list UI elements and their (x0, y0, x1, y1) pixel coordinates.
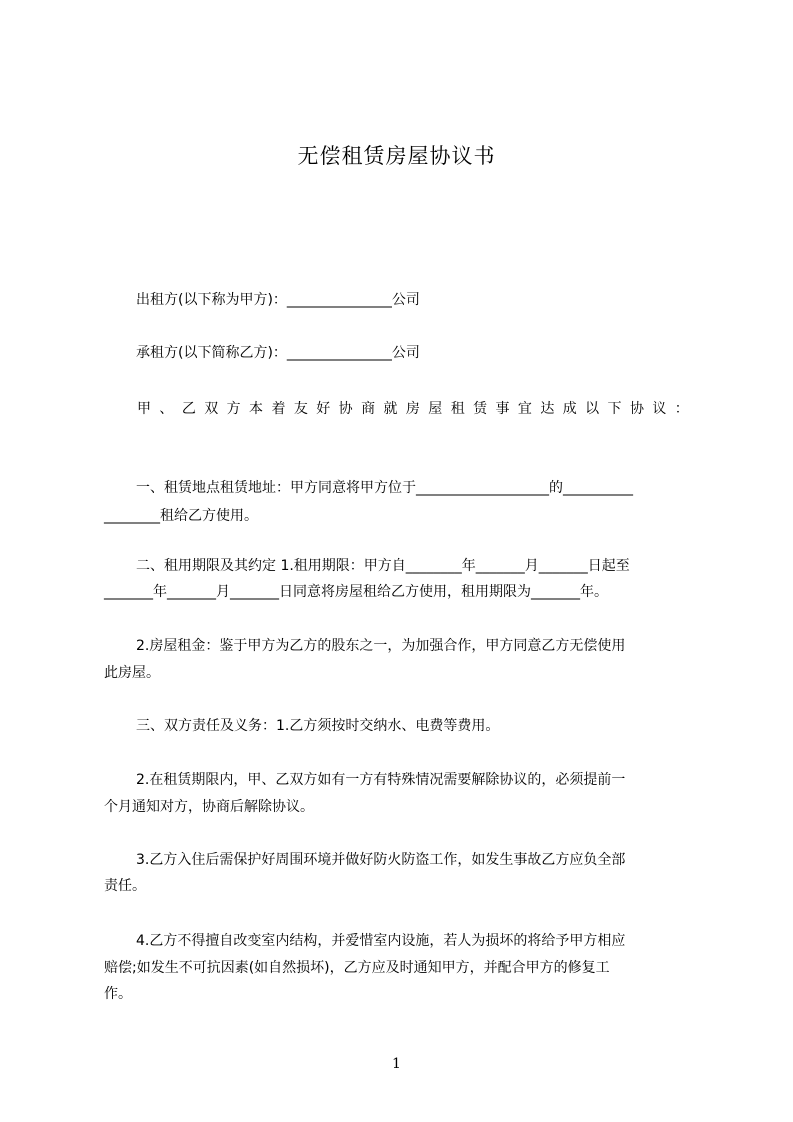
document-title: 无偿租赁房屋协议书 (297, 144, 496, 168)
item-4-line-3: 作。 (104, 986, 132, 1002)
clause-3-line-1: 三、双方责任及义务：1.乙方须按时交纳水、电费等费用。 (136, 718, 500, 734)
item-4-line-1: 4.乙方不得擅自改变室内结构，并爱惜室内设施，若人为损坏的将给予甲方相应 (136, 933, 626, 949)
clause-1-line-1: 一、租赁地点租赁地址：甲方同意将甲方位于___________________的__________ (136, 480, 633, 496)
clause-2-line-2: _______年_______月_______日同意将房屋租给乙方使用，租用期限为_______年。 (104, 584, 608, 600)
item-4-line-2: 赔偿;如发生不可抗因素(如自然损坏)，乙方应及时通知甲方，并配合甲方的修复工 (104, 960, 610, 976)
rent-line-2: 此房屋。 (104, 665, 160, 681)
clause-1-line-2: ________租给乙方使用。 (104, 508, 258, 524)
preamble-line: 甲 、 乙 双 方 本 着 友 好 协 商 就 房 屋 租 赁 事 宜 达 成 以 下 协 议 ： (137, 401, 689, 417)
party-b-line: 承租方(以下简称乙方)：_______________公司 (136, 345, 420, 361)
clause-2-line-1: 二、租用期限及其约定 1.租用期限：甲方自________年_______月_______日起至 (136, 558, 630, 574)
page-number: 1 (392, 1056, 401, 1072)
item-2-line-1: 2.在租赁期限内，甲、乙双方如有一方有特殊情况需要解除协议的，必须提前一 (136, 772, 626, 788)
item-2-line-2: 个月通知对方，协商后解除协议。 (104, 799, 314, 815)
item-3-line-1: 3.乙方入住后需保护好周围环境并做好防火防盗工作，如发生事故乙方应负全部 (136, 852, 626, 868)
item-3-line-2: 责任。 (104, 878, 146, 894)
party-a-line: 出租方(以下称为甲方)：_______________公司 (136, 292, 420, 308)
rent-line-1: 2.房屋租金：鉴于甲方为乙方的股东之一，为加强合作，甲方同意乙方无偿使用 (136, 638, 626, 654)
